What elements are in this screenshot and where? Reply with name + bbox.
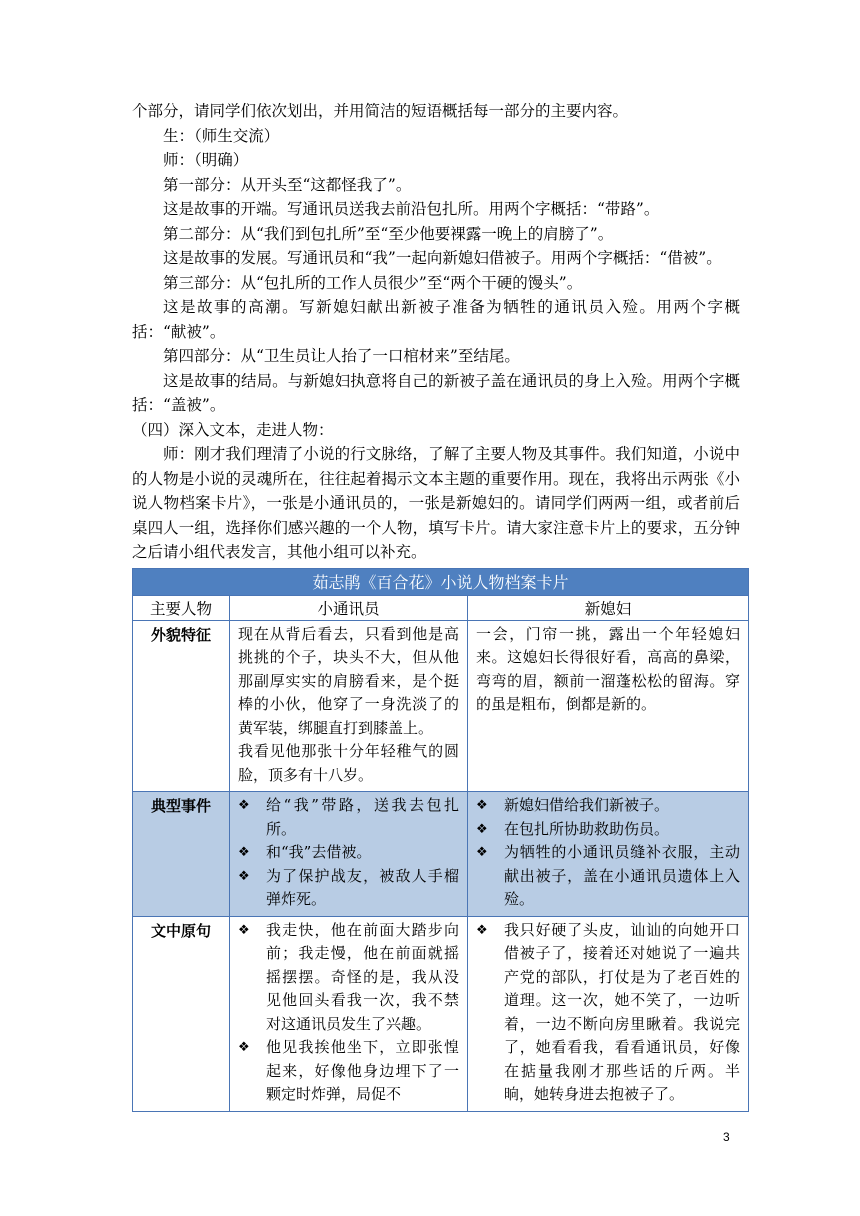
list-item: ❖ 为了保护战友，被敌人手榴弹炸死。 <box>238 865 459 912</box>
document-body <box>132 99 740 1112</box>
list-item: ❖ 和“我”去借被。 <box>238 841 459 865</box>
row-events <box>133 792 749 917</box>
paragraph: 师：刚才我们理清了小说的行文脉络，了解了主要人物及其事件。我们知道，小说中的人物是小说的灵魂所在，往往起着揭示文本主题的重要作用。现在，我将出示两张《小说人物档案卡片》，一张是小通讯员的，一张是新媳妇的。请同学们两两一组，或者前后桌四人一组，选择你们感兴趣的一个人物，填写卡片。请大家注意卡片上的要求，五分钟之后请小组代表发言，其他小组可以补充。 <box>132 445 740 561</box>
row-quotes <box>133 916 749 1111</box>
row-label-appearance: 外貌特征 <box>133 620 230 792</box>
list-item: ❖ 他见我挨他坐下，立即张惶起来，好像他身边埋下了一颗定时炸弹，局促不 <box>238 1036 459 1107</box>
cell-events-bride <box>468 792 749 917</box>
card-title: 茹志鹃《百合花》小说人物档案卡片 <box>133 568 749 595</box>
cell-quotes-messenger <box>230 916 468 1111</box>
paragraph: 这是故事的高潮。写新媳妇献出新被子准备为牺牲的通讯员入殓。用两个字概括：“献被”。 <box>132 298 740 341</box>
header-messenger: 小通讯员 <box>230 595 468 620</box>
cell-events-messenger <box>230 792 468 917</box>
section-heading: （四）深入文本，走进人物： <box>132 420 334 439</box>
paragraph: 生：（师生交流） <box>163 126 280 145</box>
paragraph: 这是故事的发展。写通讯员和“我”一起向新媳妇借被子。用两个字概括：“借被”。 <box>163 249 722 267</box>
row-label-quotes: 文中原句 <box>133 916 230 1111</box>
cell-appearance-messenger <box>230 620 468 792</box>
cell-appearance-bride <box>468 620 749 792</box>
list-item: ❖ 给“我”带路，送我去包扎所。 <box>238 794 459 841</box>
cell-text: 我看见他那张十分年轻稚气的圆脸，顶多有十八岁。 <box>238 742 459 784</box>
row-appearance <box>133 620 749 792</box>
paragraph: 这是故事的结局。与新媳妇执意将自己的新被子盖在通讯员的身上入殓。用两个字概括：“盖被”。 <box>132 371 740 414</box>
page-number: 3 <box>723 1130 730 1144</box>
paragraph: 个部分，请同学们依次划出，并用简洁的短语概括每一部分的主要内容。 <box>132 102 629 120</box>
header-main-character: 主要人物 <box>133 595 230 620</box>
paragraph: 师：（明确） <box>163 151 249 169</box>
paragraph: 第四部分：从“卫生员让人抬了一口棺材来”至结尾。 <box>163 347 520 365</box>
cell-text: 现在从背后看去，只看到他是高挑挑的个子，块头不大，但从他那副厚实实的肩膀看来，是个挺棒的小伙，他穿了一身洗淡了的黄军装，绑腿直打到膝盖上。 <box>238 624 459 737</box>
paragraph: 这是故事的开端。写通讯员送我去前沿包扎所。用两个字概括：“带路”。 <box>163 200 660 218</box>
character-card-table <box>132 568 749 1112</box>
list-item: ❖ 我只好硬了头皮，讪讪的向她开口借被子了，接着还对她说了一遍共产党的部队，打仗是为了老百姓的道理。这一次，她不笑了，一边听着，一边不断向房里瞅着。我说完了，她看看我，看看通讯员，好像在掂量我刚才那些话的斤两。半晌，她转身进去抱被子了。 <box>476 919 740 1107</box>
list-item: ❖ 新媳妇借给我们新被子。 <box>476 794 740 818</box>
list-item: ❖ 在包扎所协助救助伤员。 <box>476 818 740 842</box>
row-label-events: 典型事件 <box>133 792 230 917</box>
paragraph: 第三部分：从“包扎所的工作人员很少”至“两个干硬的馒头”。 <box>163 273 583 292</box>
header-bride: 新媳妇 <box>468 595 749 620</box>
cell-text: 一会，门帘一挑，露出一个年轻媳妇来。这媳妇长得很好看，高高的鼻梁，弯弯的眉，额前一溜蓬松松的留海。穿的虽是粗布，倒都是新的。 <box>476 624 740 713</box>
list-item: ❖ 我走快，他在前面大踏步向前；我走慢，他在前面就摇摇摆摆。奇怪的是，我从没见他回头看我一次，我不禁对这通讯员发生了兴趣。 <box>238 919 459 1037</box>
cell-quotes-bride <box>468 916 749 1111</box>
paragraph: 第二部分：从“我们到包扎所”至“至少他要裸露一晚上的肩膀了”。 <box>163 224 614 243</box>
list-item: ❖ 为牺牲的小通讯员缝补衣服，主动献出被子，盖在小通讯员遗体上入殓。 <box>476 841 740 912</box>
paragraph: 第一部分：从开头至“这都怪我了”。 <box>163 175 412 194</box>
